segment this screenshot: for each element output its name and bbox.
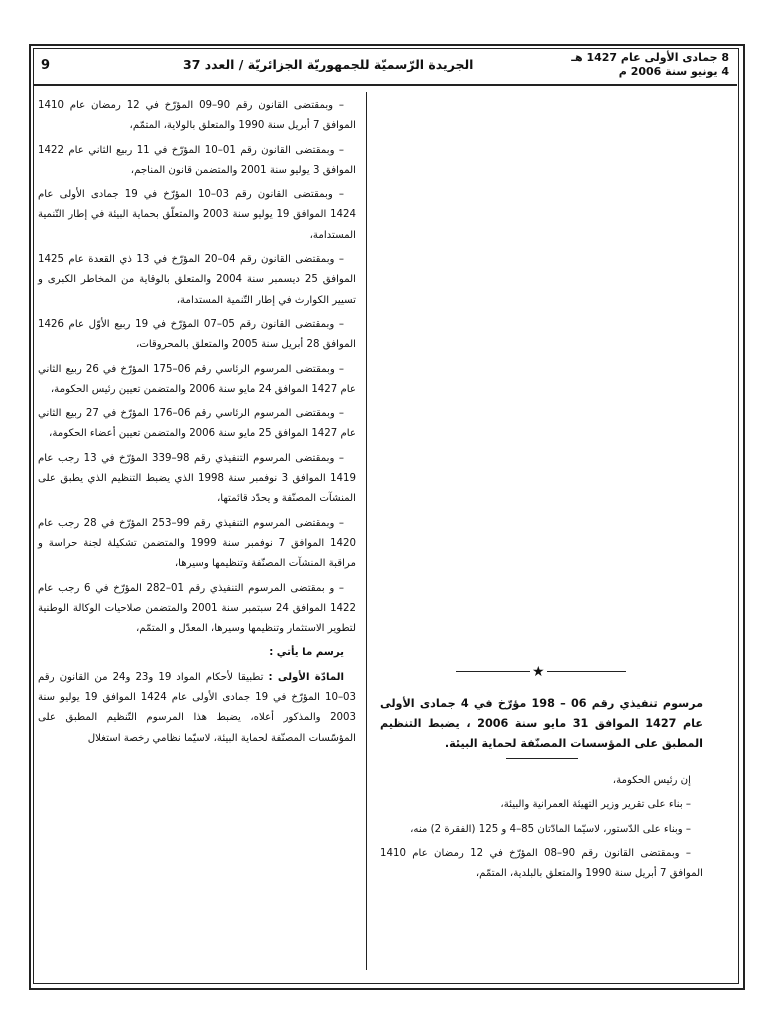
- page-header: [33, 48, 737, 86]
- journal-title: الجريدة الرّسميّة للجمهوريّة الجزائريّة / العدد 37: [183, 57, 474, 72]
- decree-title: مرسوم تنفيذي رقم 06 – 198 مؤرّخ في 4 جمادى الأولى عام 1427 الموافق 31 مايو سنة 2006 ، يضبط التنظيم المطبق على المؤسسات المصنّفة لحماية البيئة.: [380, 697, 704, 750]
- page-number: 9: [41, 58, 51, 73]
- decree-enactment-heading: يرسم ما يأتي :: [269, 647, 344, 659]
- citation-paragraph: – وبمقتضى القانون رقم 03–10 المؤرّخ في 19 جمادى الأولى عام 1424 الموافق 19 يوليو سنة 2003 والمتعلّق بحماية البيئة في إطار التّنمية المستدامة،: [38, 189, 356, 241]
- star-icon: ★: [530, 662, 547, 682]
- article-1: [38, 668, 356, 749]
- right-column: [380, 660, 703, 888]
- column-divider: [366, 92, 367, 970]
- citation-paragraph: – و بمقتضى المرسوم التنفيذي رقم 01–282 المؤرّخ في 6 رجب عام 1422 الموافق 24 سبتمبر سنة 2001 والمتضمن صلاحيات الوكالة الوطنية لتطوير الاستثمار وتنظيمها وسيرها، المعدّل و المتمّم،: [38, 582, 357, 635]
- citation-paragraph: – وبمقتضى المرسوم الرئاسي رقم 06–175 المؤرّخ في 26 ربيع الثاني عام 1427 الموافق 24 مايو سنة 2006 والمتضمن تعيين رئيس الحكومة،: [38, 363, 356, 395]
- title-underline: [506, 758, 578, 759]
- left-column: [38, 96, 356, 753]
- issue-date-gregorian: 4 يونيو سنة 2006 م: [618, 65, 729, 78]
- issue-date-hijri: 8 جمادى الأولى عام 1427 هـ: [571, 51, 729, 64]
- preamble-paragraph: – بناء على تقرير وزير التهيئة العمرانية والبيئة،: [500, 799, 691, 811]
- section-separator: [380, 660, 703, 684]
- article-1-text: تطبيقا لأحكام المواد 19 و23 و24 من القانون رقم 03–10 المؤرّخ في 19 جمادى الأولى عام 1424 الموافق 19 يوليو سنة 2003 والمذكور أعلاه، يضبط هذا المرسوم التّنظيم المطبق على المؤسّسات المصنّفة لحماية البيئة، لاسيّما نظامي رخصة استغلال: [38, 671, 356, 744]
- citation-paragraph: – وبمقتضى المرسوم التنفيذي رقم 98–339 المؤرّخ في 13 رجب عام 1419 الموافق 3 نوفمبر سنة 1998 الذي يضبط التنظيم الذي يطبق على المنشآت المصنّفة و يحدّد قائمتها،: [38, 452, 357, 505]
- preamble-paragraph: – وبناء على الدّستور، لاسيّما المادّتان 85–4 و 125 (الفقرة 2) منه،: [410, 823, 691, 835]
- article-1-label: المادّة الأولى :: [268, 671, 344, 683]
- citation-paragraph: – وبمقتضى المرسوم الرئاسي رقم 06–176 المؤرّخ في 27 ربيع الثاني عام 1427 الموافق 25 مايو سنة 2006 والمتضمن تعيين أعضاء الحكومة،: [38, 408, 356, 440]
- issue-date: [571, 51, 729, 79]
- preamble-paragraph: إن رئيس الحكومة،: [612, 775, 691, 786]
- citation-paragraph: – وبمقتضى القانون رقم 04–20 المؤرّخ في 13 ذي القعدة عام 1425 الموافق 25 ديسمبر سنة 2004 والمتعلق بالوقاية من المخاطر الكبرى و تسيير الكوارث في إطار التّنمية المستدامة،: [38, 254, 356, 306]
- citation-paragraph: – وبمقتضى المرسوم التنفيذي رقم 99–253 المؤرّخ في 28 رجب عام 1420 الموافق 7 نوفمبر سنة 1999 والمتضمن تشكيلة لجنة حراسة و مراقبة المنشآت المصنّفة وتنظيمها وسيرها،: [38, 517, 356, 570]
- preamble-paragraph: – وبمقتضى القانون رقم 90–08 المؤرّخ في 12 رمضان عام 1410 الموافق 7 أبريل سنة 1990 والمتعلق بالبلدية، المتمّم،: [380, 847, 703, 880]
- citation-paragraph: – وبمقتضى القانون رقم 01–10 المؤرّخ في 11 ربيع الثاني عام 1422 الموافق 3 يوليو سنة 2001 والمتضمن قانون المناجم،: [38, 144, 356, 176]
- citation-paragraph: – وبمقتضى القانون رقم 05–07 المؤرّخ في 19 ربيع الأوّل عام 1426 الموافق 28 أبريل سنة 2005 والمتعلق بالمحروقات،: [38, 318, 356, 351]
- citation-paragraph: – وبمقتضى القانون رقم 90–09 المؤرّخ في 12 رمضان عام 1410 الموافق 7 أبريل سنة 1990 والمتعلق بالولاية، المتمّم،: [38, 100, 356, 132]
